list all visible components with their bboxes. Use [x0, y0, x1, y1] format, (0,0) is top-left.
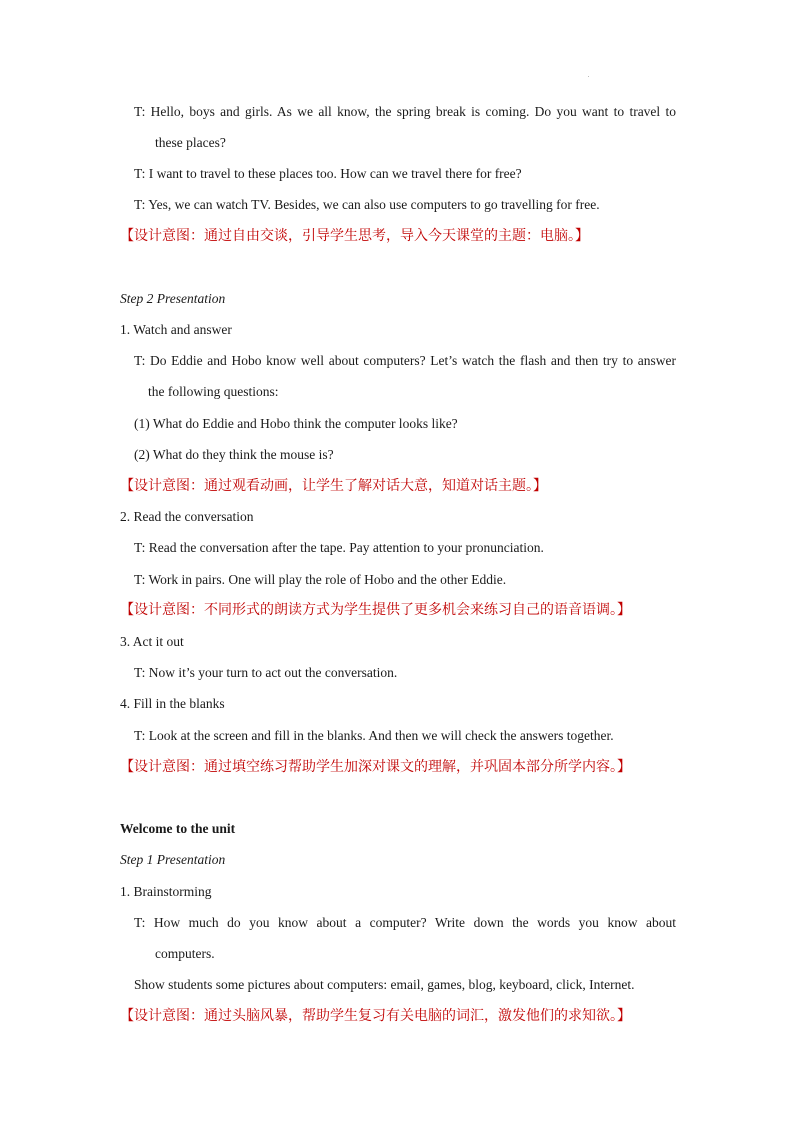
design-intent-note: 【设计意图：通过观看动画，让学生了解对话大意，知道对话主题。】	[120, 478, 547, 494]
design-intent-note: 【设计意图：通过自由交谈，引导学生思考，导入今天课堂的主题：电脑。】	[120, 228, 589, 244]
design-intent-note: 【设计意图：通过填空练习帮助学生加深对课文的理解，并巩固本部分所学内容。】	[120, 759, 631, 775]
item-title-read-conversation: 2. Read the conversation	[120, 509, 254, 524]
design-intent-note: 【设计意图：不同形式的朗读方式为学生提供了更多机会来练习自己的语音语调。】	[120, 602, 631, 618]
section-heading-welcome: Welcome to the unit	[120, 821, 236, 836]
item-title-act-out: 3. Act it out	[120, 634, 184, 649]
section-heading-step1: Step 1 Presentation	[120, 852, 226, 867]
teacher-line-pairs: T: Work in pairs. One will play the role of Hobo and the other Eddie.	[134, 572, 507, 587]
item-title-fill-blanks: 4. Fill in the blanks	[120, 696, 225, 711]
question-2: (2) What do they think the mouse is?	[134, 447, 334, 462]
teacher-line-how-much-cont: computers.	[155, 946, 215, 961]
item-title-brainstorming: 1. Brainstorming	[120, 884, 212, 899]
teacher-line-how-much: T: How much do you know about a computer? Write down the words you know about	[134, 915, 676, 930]
teacher-line-screen: T: Look at the screen and fill in the blanks. And then we will check the answers together.	[134, 728, 614, 743]
question-1: (1) What do Eddie and Hobo think the computer looks like?	[134, 416, 458, 431]
teacher-line-travel-free: T: I want to travel to these places too. How can we travel there for free?	[134, 166, 522, 181]
design-intent-note: 【设计意图：通过头脑风暴，帮助学生复习有关电脑的词汇，激发他们的求知欲。】	[120, 1008, 631, 1024]
teacher-line-read-tape: T: Read the conversation after the tape. Pay attention to your pronunciation.	[134, 540, 544, 555]
teacher-line-flash: T: Do Eddie and Hobo know well about computers? Let’s watch the flash and then try to answer	[134, 353, 676, 368]
teacher-line-greeting-cont: these places?	[155, 135, 226, 150]
instruction-show-pictures: Show students some pictures about computers: email, games, blog, keyboard, click, Internet.	[134, 977, 635, 992]
section-heading-step2: Step 2 Presentation	[120, 291, 226, 306]
page-mark	[588, 76, 589, 77]
teacher-line-computers: T: Yes, we can watch TV. Besides, we can also use computers to go travelling for free.	[134, 197, 600, 212]
teacher-line-greeting: T: Hello, boys and girls. As we all know, the spring break is coming. Do you want to travel to	[134, 104, 676, 119]
teacher-line-act: T: Now it’s your turn to act out the conversation.	[134, 665, 398, 680]
teacher-line-flash-cont: the following questions:	[148, 384, 279, 399]
item-title-watch-answer: 1. Watch and answer	[120, 322, 232, 337]
